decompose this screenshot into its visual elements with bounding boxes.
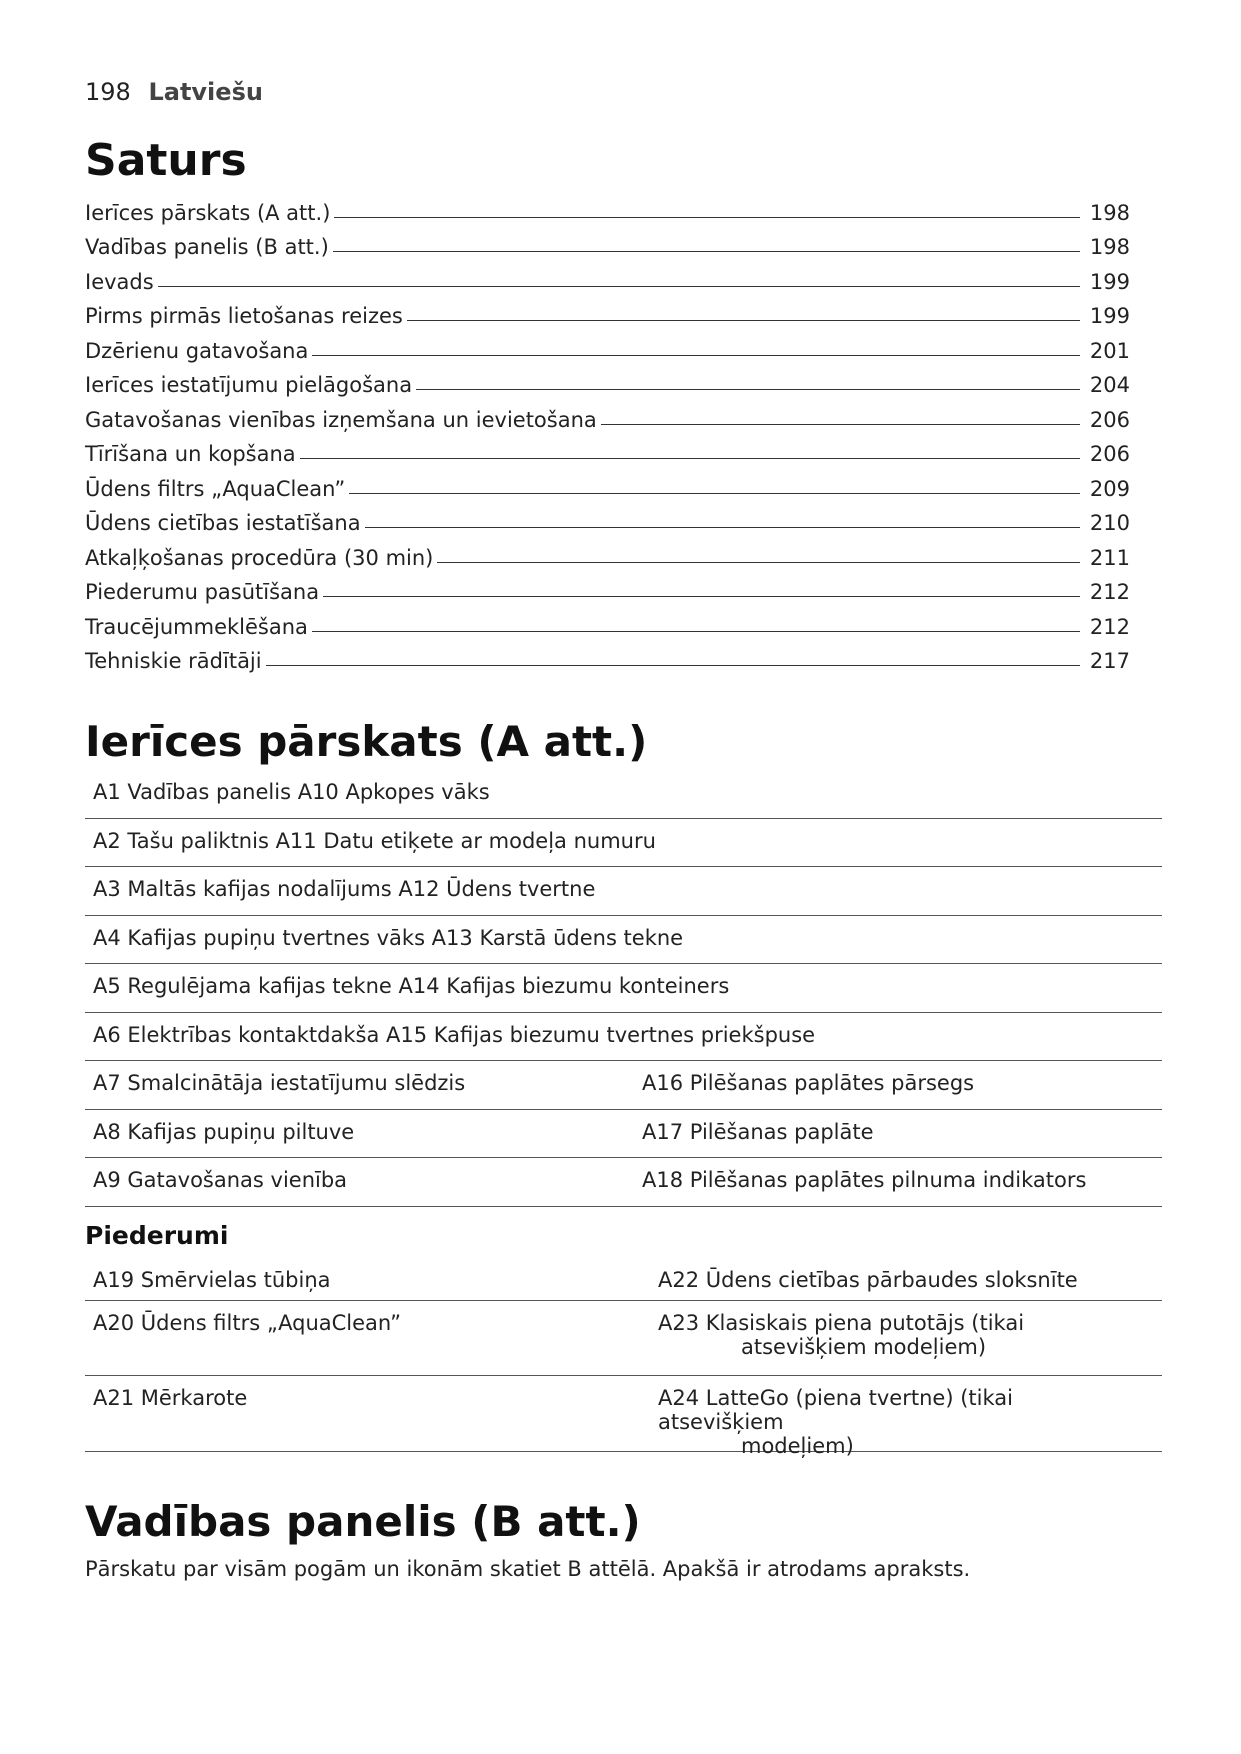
toc-leader-line (407, 320, 1080, 321)
part-left: A3 Maltās kafijas nodalījums A12 Ūdens tvertne (93, 877, 596, 901)
part-left: A4 Kafijas pupiņu tvertnes vāks A13 Karstā ūdens tekne (93, 925, 684, 950)
toc-entry-label: Ievads (85, 269, 154, 294)
table-row (85, 1301, 1162, 1376)
toc-leader-line (349, 493, 1080, 494)
table-row (85, 916, 1162, 965)
toc-entry-page: 199 (1089, 269, 1130, 294)
accessory-right (658, 1268, 1138, 1292)
part-right: A16 Pilēšanas paplātes pārsegs (642, 1071, 975, 1095)
toc-entry-page: 199 (1089, 304, 1130, 328)
toc-leader-line (416, 389, 1080, 390)
table-row (85, 1110, 1162, 1159)
parts-table (85, 770, 1162, 1207)
table-row (85, 1158, 1162, 1207)
toc-entry-label: Tehniskie rādītāji (85, 649, 262, 673)
accessory-right-line1: A24 LatteGo (piena tvertne) (tikai atsevišķiem (658, 1386, 1013, 1434)
toc-entry-label: Dzērienu gatavošana (85, 338, 309, 363)
toc-entry[interactable] (85, 190, 1130, 225)
table-row (85, 964, 1162, 1013)
toc-entry[interactable] (85, 535, 1130, 570)
table-row (85, 867, 1162, 916)
toc-entry[interactable] (85, 397, 1130, 432)
control-panel-title: Vadības panelis (B att.) (85, 1497, 641, 1546)
toc-entry[interactable] (85, 363, 1130, 398)
toc-entry[interactable] (85, 328, 1130, 363)
accessory-right-line2: atsevišķiem modeļiem) (741, 1335, 987, 1359)
toc-leader-line (334, 217, 1080, 218)
accessories-table (85, 1260, 1162, 1458)
toc-entry-label: Pirms pirmās lietošanas reizes (85, 304, 403, 328)
running-header (85, 78, 263, 106)
language-label: Latviešu (148, 78, 263, 106)
toc-entry-label: Ierīces iestatījumu pielāgošana (85, 373, 413, 397)
toc-entry-page: 211 (1089, 545, 1130, 570)
toc-leader-line (158, 286, 1080, 287)
toc-entry-page: 206 (1089, 407, 1130, 432)
toc-leader-line (312, 631, 1080, 632)
toc-entry-page: 212 (1089, 614, 1130, 639)
toc-leader-line (312, 355, 1080, 356)
table-row (85, 819, 1162, 868)
table-row (85, 1376, 1162, 1458)
toc-entry[interactable] (85, 225, 1130, 260)
toc-entry-label: Ūdens filtrs „AquaClean” (85, 476, 346, 501)
toc-entry-label: Ierīces pārskats (A att.) (85, 200, 331, 225)
toc-leader-line (266, 665, 1080, 666)
toc-entry-page: 209 (1089, 476, 1130, 501)
accessory-left: A20 Ūdens filtrs „AquaClean” (93, 1311, 401, 1335)
part-left: A6 Elektrības kontaktdakša A15 Kafijas biezumu tvertnes priekšpuse (93, 1022, 816, 1047)
toc-entry[interactable] (85, 432, 1130, 467)
toc-leader-line (601, 424, 1080, 425)
accessory-left: A21 Mērkarote (93, 1386, 248, 1410)
table-row (85, 1061, 1162, 1110)
toc-leader-line (333, 251, 1080, 252)
toc-entry-label: Gatavošanas vienības izņemšana un ievietošana (85, 407, 597, 432)
part-left: A5 Regulējama kafijas tekne A14 Kafijas biezumu konteiners (93, 974, 730, 998)
part-left: A1 Vadības panelis A10 Apkopes vāks (93, 780, 490, 804)
toc-entry-page: 212 (1089, 580, 1130, 604)
part-left: A2 Tašu paliktnis A11 Datu etiķete ar modeļa numuru (93, 828, 656, 853)
part-left: A8 Kafijas pupiņu piltuve (93, 1119, 355, 1144)
toc-entry[interactable] (85, 639, 1130, 674)
toc-leader-line (365, 527, 1080, 528)
toc-leader-line (323, 596, 1080, 597)
toc-entry-page: 217 (1089, 649, 1130, 673)
toc-entry-page: 204 (1089, 373, 1130, 397)
part-right: A18 Pilēšanas paplātes pilnuma indikators (642, 1168, 1087, 1192)
page-number: 198 (85, 78, 131, 106)
part-left: A7 Smalcinātāja iestatījumu slēdzis (93, 1071, 466, 1095)
overview-title: Ierīces pārskats (A att.) (85, 717, 648, 766)
toc-entry-label: Atkaļķošanas procedūra (30 min) (85, 545, 434, 570)
accessory-right (658, 1386, 1138, 1458)
accessory-right-line1: A23 Klasiskais piena putotājs (tikai (658, 1311, 1025, 1335)
toc-title: Saturs (85, 135, 247, 186)
table-row (85, 1013, 1162, 1062)
toc-entry-page: 198 (1089, 200, 1130, 225)
toc-entry-label: Piederumu pasūtīšana (85, 580, 320, 604)
accessory-right-line2: modeļiem) (741, 1434, 854, 1458)
control-panel-intro: Pārskatu par visām pogām un ikonām skatiet B attēlā. Apakšā ir atrodams apraksts. (85, 1557, 971, 1581)
part-right: A17 Pilēšanas paplāte (642, 1119, 874, 1144)
table-row (85, 770, 1162, 819)
toc-entry[interactable] (85, 466, 1130, 501)
table-row (85, 1260, 1162, 1301)
accessories-title: Piederumi (85, 1221, 229, 1250)
toc-entry-page: 210 (1089, 511, 1130, 535)
toc-leader-line (300, 458, 1080, 459)
toc-entry[interactable] (85, 501, 1130, 536)
toc-leader-line (437, 562, 1080, 563)
toc-entry[interactable] (85, 259, 1130, 294)
part-left: A9 Gatavošanas vienība (93, 1168, 348, 1192)
table-of-contents (85, 190, 1130, 673)
accessory-right (658, 1311, 1138, 1359)
toc-entry-label: Tīrīšana un kopšana (85, 442, 296, 466)
toc-entry-page: 201 (1089, 338, 1130, 363)
toc-entry-page: 206 (1089, 442, 1130, 466)
accessory-right-line1: A22 Ūdens cietības pārbaudes sloksnīte (658, 1268, 1078, 1292)
toc-entry-label: Vadības panelis (B att.) (85, 235, 329, 259)
toc-entry-label: Traucējummeklēšana (85, 614, 308, 639)
toc-entry[interactable] (85, 294, 1130, 329)
accessory-left: A19 Smērvielas tūbiņa (93, 1268, 331, 1292)
toc-entry[interactable] (85, 570, 1130, 605)
toc-entry-page: 198 (1089, 235, 1130, 259)
toc-entry[interactable] (85, 604, 1130, 639)
toc-entry-label: Ūdens cietības iestatīšana (85, 511, 361, 535)
